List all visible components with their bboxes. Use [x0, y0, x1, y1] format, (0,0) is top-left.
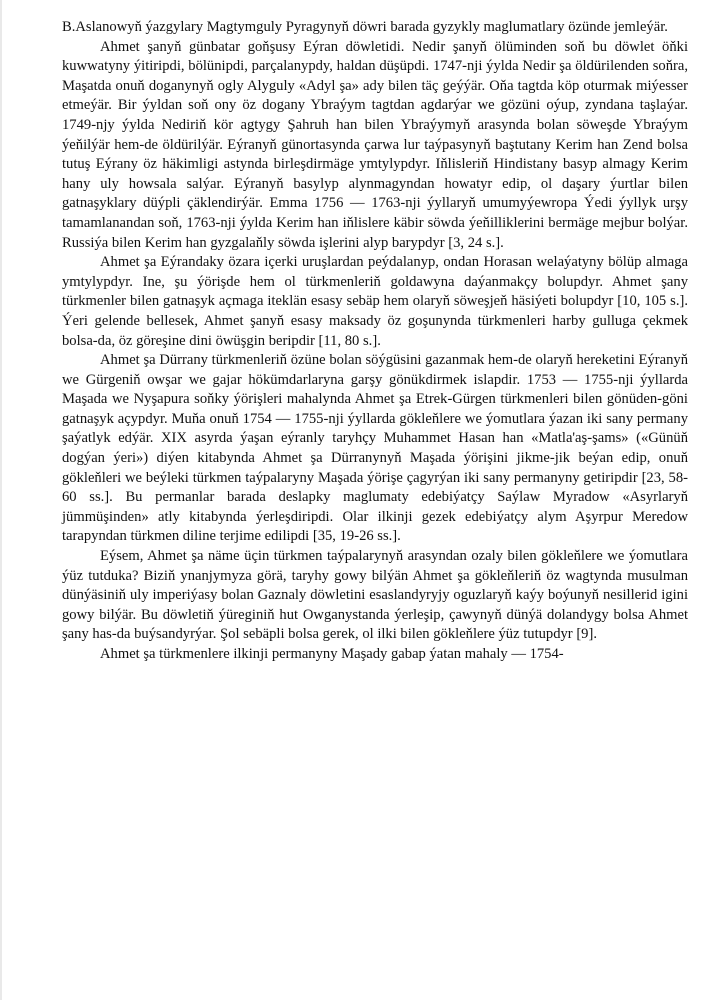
paragraph-goklen-yomut: Eýsem, Ahmet şa näme üçin türkmen taýpalarynyň arasyndan ozaly bilen gökleňlere we ýomutlara ýüz tutduka? Biziň ynanjymyza görä, taryhy gowy bilýän Ahmet şa gökleňleriň öz wagtynda musulman dünýäsiniň uly imperiýasy bolan Gaznaly döwletini esaslandyryjy oguzlaryň kaýy boýunyň nesillerid igini gowy bilýär. Bu döwletiň ýüreginiň hut Owganystanda ýerleşip, çawynyň dünýä dolandygy bolsa Ahmet şany has-da buýsandyrýar. Şol sebäpli bolsa gerek, ol ilki bilen gökleňlere ýüz tutupdyr [9].: [62, 548, 688, 643]
paragraph-first-decree: Ahmet şa türkmenlere ilkinji permanyny Maşady gabap ýatan mahaly — 1754-: [100, 646, 564, 662]
paragraph-horasan: Ahmet şa Eýrandaky özara içerki uruşlardan peýdalanyp, ondan Horasan welaýatyny bölüp almaga ymtylypdyr. Ine, şu ýörişde hem ol türkmenleriň goldawyna daýanmakçy bolupdyr. Ahmet şany türkmenler bilen gatnaşyk açmaga iteklän esasy sebäp hem olaryň söweşjeň häsiýeti bolupdyr [10, 105 s.]. Ýeri gelende bellesek, Ahmet şanyň esasy maksady öz goşunynda türkmenleri harby gulluga çekmek bolsa-da, öz göreşine dini öwüşgin beripdir [11, 80 s.].: [62, 254, 688, 349]
document-page: [62, 18, 688, 665]
page-edge-shadow: [0, 0, 2, 1000]
paragraph-iran-state: Ahmet şanyň günbatar goňşusy Eýran döwletidi. Nedir şanyň ölüminden soň bu döwlet öňki kuwwatyny ýitiripdi, bölünipdi, parçalanypdy, haldan düşüpdi. 1747-nji ýylda Nedir şa öldürilenden soňra, Maşatda onuň doganynyň ogly Alyguly «Adyl şa» ady bilen täç geýýär. Oňa tagtda köp oturmak miýesser etmeýär. Bir ýyldan soň ony öz dogany Ybraýym tagtdan agdarýar we gözüni oýup, zyndana taşlaýar. 1749-njy ýylda Nediriň kör agtygy Şahruh han bilen Ybraýymyň arasynda bolan söweşde Ybraýym ýeňilýär hem-de öldürilýär. Eýranyň günortasynda çarwa lur taýpasynyň baştutany Kerim han Zend bolsa tutuş Eýrany öz häkimligi astynda birleşdirmäge ymtylypdyr. Iňlisleriň Hindistany basyp almagy Kerim hany uly howsala salýar. Eýranyň basylyp alynmagyndan howatyr edip, ol daşary ýurtlar bilen gatnaşyklary düýpli çäklendirýär. Emma 1756 — 1763-nji ýyllaryň umumyýewropa Ýedi ýyllyk urşy tamamlanandan soň, 1763-nji ýylda Kerim han iňlislere käbir söwda ýeňilliklerini bermäge mejbur bolýar. Russiýa bilen Kerim han gyzgalaňly söwda işlerini alyp barypdyr [3, 24 s.].: [62, 38, 688, 251]
paragraph-durrany-turkmens: Ahmet şa Dürrany türkmenleriň özüne bolan söýgüsini gazanmak hem-de olaryň hereketini Eýranyň we Gürgeniň owşar we gajar hökümdarlaryna garşy gönükdirmek islapdir. 1753 — 1755-nji ýyllarda Maşada we Nyşapura soňky ýörişleri mahalynda Ahmet şa Etrek-Gürgen türkmenleri bilen gönüden-göni gatnaşyk açypdyr. Muňa onuň 1754 — 1755-nji ýyllarda gökleňlere we ýomutlara ýazan iki sany permany şaýatlyk edýär. XIX asyrda ýaşan eýranly taryhçy Muhammet Hasan han «Matla'aş-şams» («Günüň dogýan ýeri») diýen kitabynda Ahmet şa Dürranynyň Maşada ýörişini jikme-jik beýan edip, onuň gökleňleri we beýleki türkmen taýpalaryny Maşada ýörişe çagyrýan iki sany permanyny getiripdir [23, 58-60 ss.]. Bu permanlar barada deslapky maglumaty edebiýatçy Saýlaw Myradow «Asyrlaryň jümmüşinden» atly kitabynda ýerleşdiripdi. Olar ilkinji gezek edebiýatçy alym Aşyrpur Meredow tarapyndan türkmen diline terjime edilipdi [35, 19-26 ss.].: [62, 352, 688, 545]
paragraph-intro: B.Aslanowyň ýazgylary Magtymguly Pyragynyň döwri barada gyzykly maglumatlary özünde jemleýär.: [62, 19, 668, 35]
